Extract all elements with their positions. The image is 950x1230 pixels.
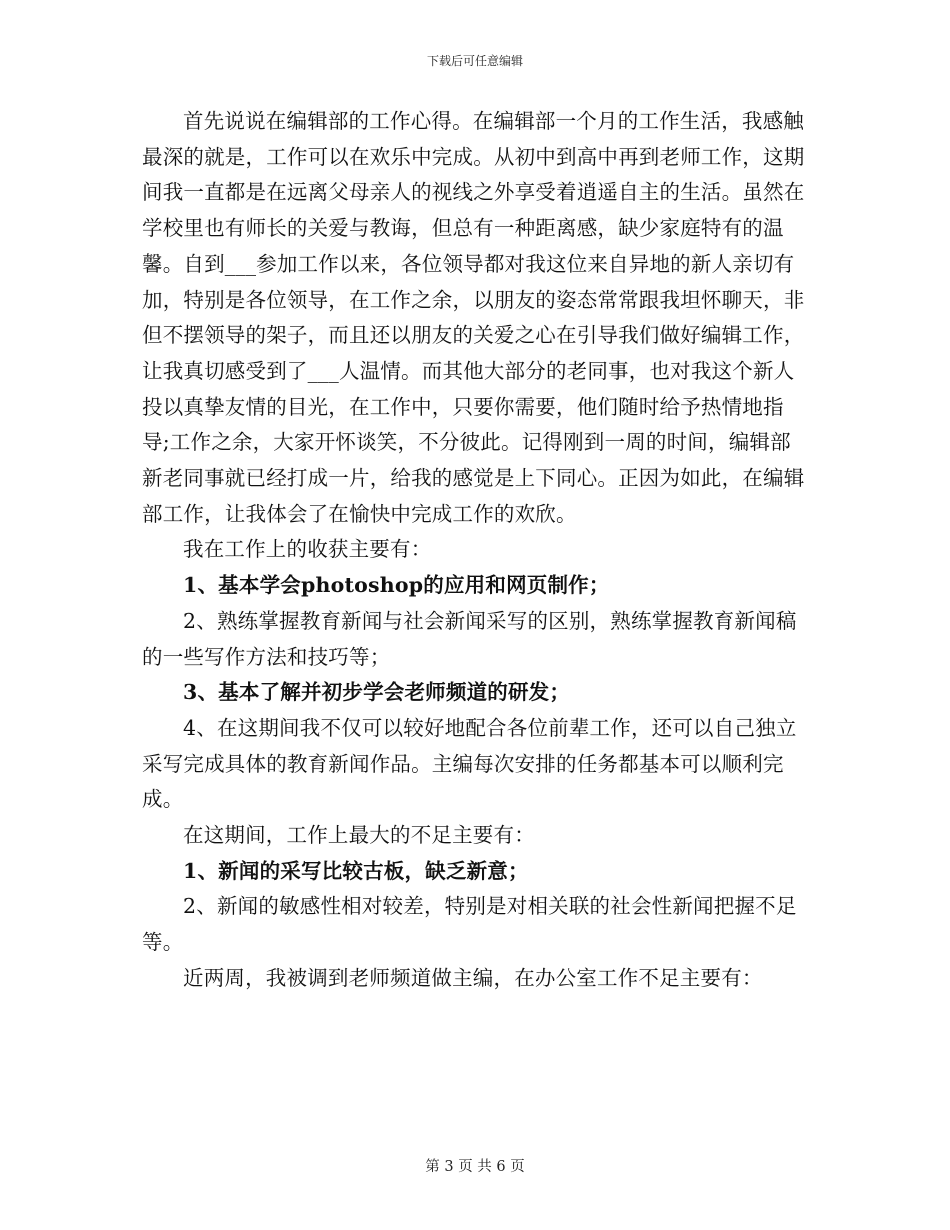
list-item-gain-1: 1、基本学会photoshop的应用和网页制作； xyxy=(183,573,610,598)
list-item-gain-3: 3、基本了解并初步学会老师频道的研发； xyxy=(183,680,571,705)
page-number-footer: 第 3 页 共 6 页 xyxy=(425,1159,525,1175)
document-body xyxy=(142,104,808,997)
list-item-gain-4: 4、在这期间我不仅可以较好地配合各位前辈工作，还可以自己独立采写完成具体的教育新闻作品。主编每次安排的任务都基本可以顺利完成。 xyxy=(142,715,797,812)
paragraph-gains-heading: 我在工作上的收获主要有： xyxy=(183,537,432,562)
paragraph-recent-weeks: 近两周，我被调到老师频道做主编，在办公室工作不足主要有： xyxy=(183,965,763,990)
list-item-shortcoming-2: 2、新闻的敏感性相对较差，特别是对相关联的社会性新闻把握不足等。 xyxy=(142,894,797,955)
page-header: 下载后可任意编辑 xyxy=(426,54,523,68)
paragraph-shortcomings-heading: 在这期间，工作上最大的不足主要有： xyxy=(183,823,535,848)
list-item-shortcoming-1: 1、新闻的采写比较古板，缺乏新意； xyxy=(183,858,529,883)
list-item-gain-2: 2、熟练掌握教育新闻与社会新闻采写的区别，熟练掌握教育新闻稿的一些写作方法和技巧等； xyxy=(142,608,797,669)
paragraph-work-experience: 首先说说在编辑部的工作心得。在编辑部一个月的工作生活，我感触最深的就是，工作可以在欢乐中完成。从初中到高中再到老师工作，这期间我一直都是在远离父母亲人的视线之外享受着逍遥自主的生活。虽然在学校里也有师长的关爱与教诲，但总有一种距离感，缺少家庭特有的温馨。自到___参加工作以来，各位领导都对我这位来自异地的新人亲切有加，特别是各位领导，在工作之余，以朋友的姿态常常跟我坦怀聊天，非但不摆领导的架子，而且还以朋友的关爱之心在引导我们做好编辑工作，让我真切感受到了___人温情。而其他大部分的老同事，也对我这个新人投以真挚友情的目光，在工作中，只要你需要，他们随时给予热情地指导;工作之余，大家开怀谈笑，不分彼此。记得刚到一周的时间，编辑部新老同事就已经打成一片，给我的感觉是上下同心。正因为如此，在编辑部工作，让我体会了在愉快中完成工作的欢欣。 xyxy=(142,109,805,526)
